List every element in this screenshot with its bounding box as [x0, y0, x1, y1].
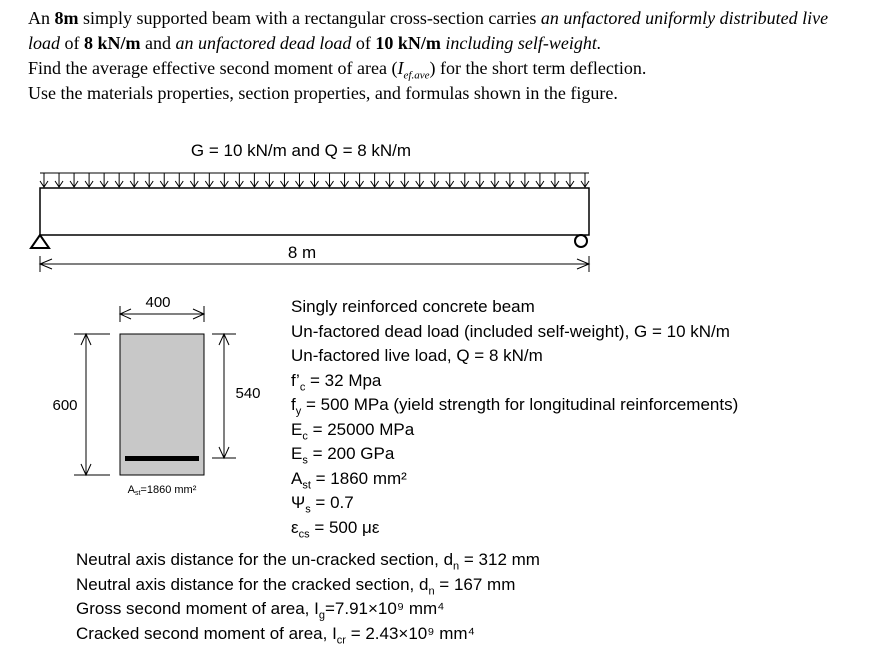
roller-support	[575, 235, 587, 247]
udl-arrow	[235, 173, 243, 187]
udl-arrow	[280, 173, 288, 187]
udl-arrow	[431, 173, 439, 187]
udl-arrow	[371, 173, 379, 187]
width-label: 400	[145, 294, 171, 311]
cross-section	[120, 334, 204, 475]
udl-arrow	[265, 173, 273, 187]
reinforcement-bar	[125, 456, 199, 461]
udl-arrow	[521, 173, 529, 187]
problem-paragraph-1: An 8m simply supported beam with a rectangular cross-section carries an unfactored uniformly distributed live load of 8 kN/m and an unfactored dead load of 10 kN/m including self-weight.	[28, 8, 829, 53]
udl-arrow	[85, 173, 93, 187]
prop-title: Singly reinforced concrete beam	[291, 297, 535, 316]
udl-arrow	[220, 173, 228, 187]
steel-area-label: Ast=1860 mm²	[127, 484, 197, 497]
prop-es: $E_s = 200$ GPa	[291, 444, 395, 467]
problem-paragraph-2: Find the average effective second moment of area $(I_{ef.ave})$ for the short term deflection.	[28, 58, 647, 82]
section-properties	[76, 548, 540, 646]
prop-icr: Cracked second moment of area, $I_{cr} = 2.43\times 10^9$ mm⁴	[76, 623, 475, 646]
eff-depth-label: 540	[235, 385, 261, 402]
udl-arrows	[40, 173, 589, 187]
udl-arrow	[566, 173, 574, 187]
udl-arrow	[326, 173, 334, 187]
udl-arrow	[250, 173, 258, 187]
prop-ec: $E_c = 25000$ MPa	[291, 419, 415, 442]
udl-arrow	[40, 173, 48, 187]
depth-label: 600	[52, 397, 78, 414]
udl-arrow	[295, 173, 303, 187]
udl-arrow	[175, 173, 183, 187]
udl-arrow	[551, 173, 559, 187]
span-label: 8 m	[287, 243, 317, 262]
udl-arrow	[145, 173, 153, 187]
udl-arrow	[476, 173, 484, 187]
udl-arrow	[70, 173, 78, 187]
prop-ast: $A_{st} = 1860$ mm²	[291, 468, 407, 491]
prop-ig: Gross second moment of area, $I_g=7.91\times 10^9$ mm⁴	[76, 599, 445, 622]
udl-arrow	[536, 173, 544, 187]
prop-fy: $f_y = 500$ MPa (yield strength for longitudinal reinforcements)	[291, 395, 739, 418]
udl-arrow	[386, 173, 394, 187]
udl-arrow	[401, 173, 409, 187]
udl-arrow	[205, 173, 213, 187]
prop-fc: $f’_c = 32$ Mpa	[291, 370, 382, 393]
load-label: G = 10 kN/m and Q = 8 kN/m	[190, 141, 412, 160]
udl-arrow	[115, 173, 123, 187]
udl-arrow	[506, 173, 514, 187]
prop-ecs: $\varepsilon_{cs} = 500$ με	[291, 517, 380, 540]
prop-dn-cracked: Neutral axis distance for the cracked section, $d_n = 167$ mm	[76, 574, 516, 597]
udl-arrow	[341, 173, 349, 187]
pin-support	[31, 235, 49, 248]
udl-arrow	[100, 173, 108, 187]
udl-arrow	[461, 173, 469, 187]
udl-arrow	[416, 173, 424, 187]
material-properties	[291, 295, 738, 540]
prop-live-load: Un-factored live load, Q = 8 kN/m	[291, 346, 543, 365]
udl-arrow	[311, 173, 319, 187]
udl-arrow	[160, 173, 168, 187]
prop-dead-load: Un-factored dead load (included self-weight), G = 10 kN/m	[291, 321, 730, 341]
beam-body	[40, 188, 589, 235]
udl-arrow	[446, 173, 454, 187]
udl-arrow	[581, 173, 589, 187]
prop-dn-uncracked: Neutral axis distance for the un-cracked section, $d_n = 312$ mm	[76, 550, 540, 573]
udl-arrow	[356, 173, 364, 187]
problem-paragraph-3: Use the materials properties, section properties, and formulas shown in the figure.	[28, 83, 618, 103]
udl-arrow	[55, 173, 63, 187]
udl-arrow	[491, 173, 499, 187]
udl-arrow	[190, 173, 198, 187]
udl-arrow	[130, 173, 138, 187]
prop-psi: $\Psi_s = 0.7$	[291, 493, 354, 516]
